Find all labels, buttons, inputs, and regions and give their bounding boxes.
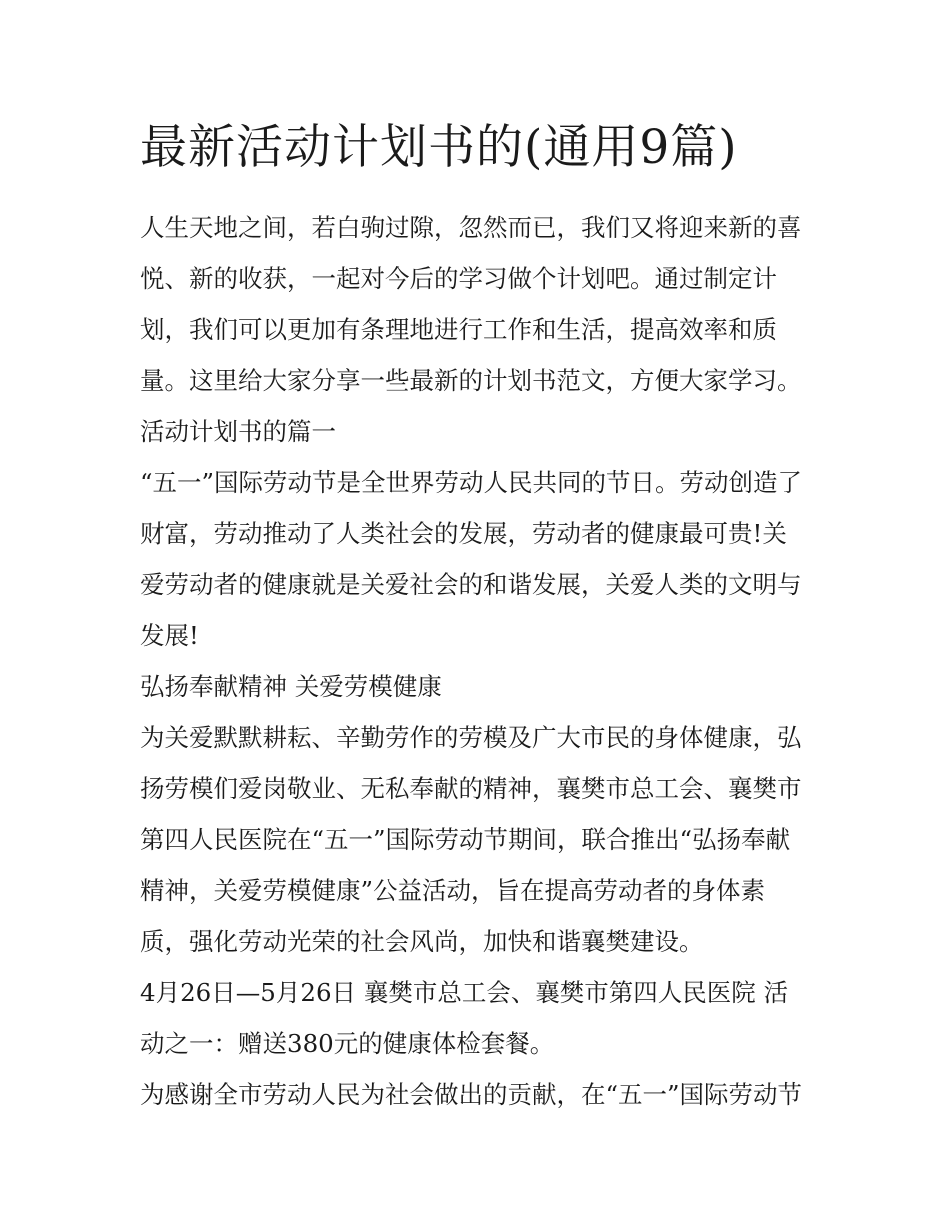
paragraph-line: 爱劳动者的健康就是关爱社会的和谐发展，关爱人类的文明与	[140, 570, 802, 599]
paragraph-line: 质，强化劳动光荣的社会风尚，加快和谐襄樊建设。	[140, 927, 704, 956]
paragraph-line: 人生天地之间，若白驹过隙，忽然而已，我们又将迎来新的喜	[140, 213, 802, 242]
document-body	[140, 202, 820, 1120]
paragraph-line: 4月26日—5月26日 襄樊市总工会、襄樊市第四人民医院 活	[140, 978, 789, 1007]
paragraph-line: 量。这里给大家分享一些最新的计划书范文，方便大家学习。	[140, 366, 802, 395]
section-heading: 活动计划书的篇一	[140, 417, 336, 446]
paragraph-line: 精神，关爱劳模健康”公益活动，旨在提高劳动者的身体素	[140, 876, 766, 905]
paragraph-line: “五一”国际劳动节是全世界劳动人民共同的节日。劳动创造了	[140, 468, 803, 497]
paragraph-line: 动之一：赠送380元的健康体检套餐。	[140, 1029, 555, 1058]
subheading: 弘扬奉献精神 关爱劳模健康	[140, 672, 442, 701]
paragraph-line: 悦、新的收获，一起对今后的学习做个计划吧。通过制定计	[140, 264, 777, 293]
paragraph-line: 为感谢全市劳动人民为社会做出的贡献，在“五一”国际劳动节	[140, 1080, 803, 1109]
paragraph-line: 划，我们可以更加有条理地进行工作和生活，提高效率和质	[140, 315, 777, 344]
document-title: 最新活动计划书的(通用9篇)	[140, 120, 738, 175]
paragraph-line: 为关爱默默耕耘、辛勤劳作的劳模及广大市民的身体健康，弘	[140, 723, 802, 752]
paragraph-line: 发展!	[140, 621, 199, 650]
paragraph-line: 第四人民医院在“五一”国际劳动节期间，联合推出“弘扬奉献	[140, 825, 791, 854]
paragraph-line: 扬劳模们爱岗敬业、无私奉献的精神，襄樊市总工会、襄樊市	[140, 774, 802, 803]
document-content	[140, 112, 820, 1120]
paragraph-line: 财富，劳动推动了人类社会的发展，劳动者的健康最可贵!关	[140, 519, 787, 548]
